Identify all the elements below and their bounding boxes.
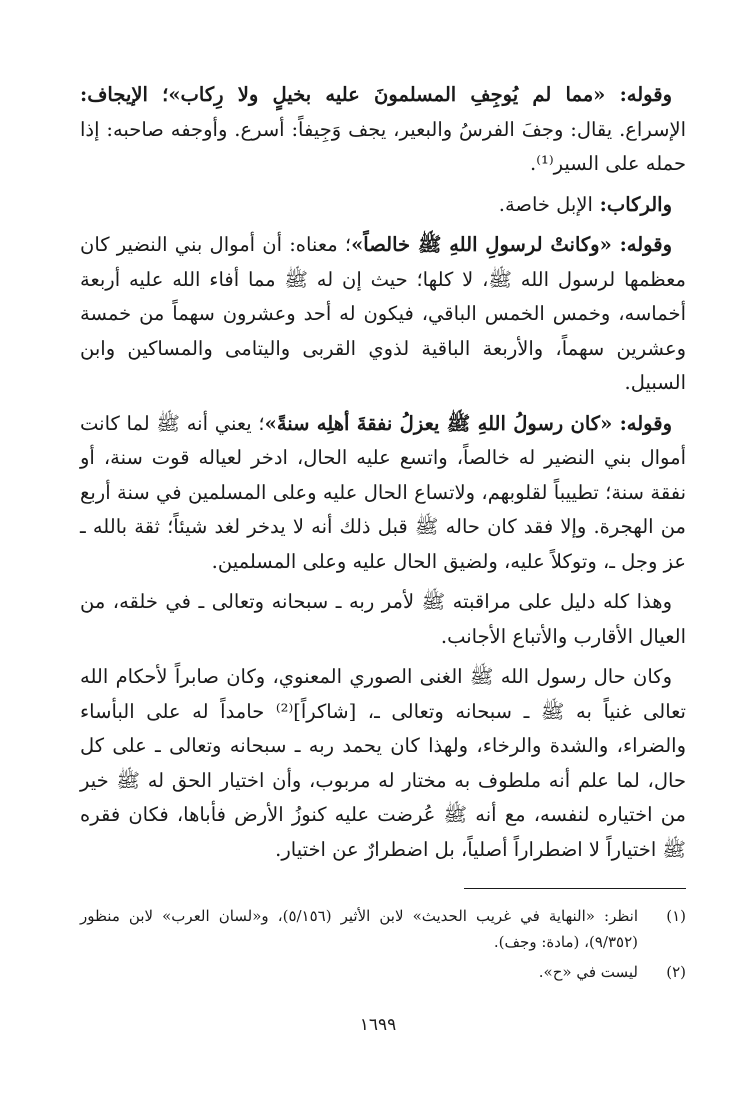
main-text	[80, 78, 686, 867]
paragraph-text: وهذا كله دليل على مراقبته ﷺ لأمر ربه ـ سبحانه وتعالى ـ في خلقه، من العيال الأقارب والأتباع الأجانب.	[80, 590, 686, 648]
paragraph-text: ؛ معناه: أن أموال بني النضير كان معظمها لرسول الله ﷺ، لا كلها؛ حيث إن له ﷺ مما أفاء الله عليه أربعة أخماسه، وخمس الخمس الباقي، فيكون له أحد وعشرون سهماً من خمسة وعشرين سهماً، والأربعة الباقية لذوي القربى واليتامى والمساكين وابن السبيل.	[80, 233, 686, 394]
paragraph-ijaf	[80, 78, 686, 182]
page-number: ١٦٩٩	[359, 1015, 397, 1035]
footnotes	[80, 903, 686, 989]
hadith-quote: «وكانتْ لرسولِ اللهِ ﷺ خالصاً»	[351, 233, 612, 256]
paragraph-text: وكان حال رسول الله ﷺ الغنى الصوري المعنوي، وكان صابراً لأحكام الله تعالى غنياً به ﷺ ـ سبحانه وتعالى ـ، [شاكراً]⁽²⁾ حامداً له على البأساء والضراء، والشدة والرخاء، ولهذا كان يحمد ربه ـ سبحانه وتعالى ـ على كل حال، لما علم أنه ملطوف به مختار له مربوب، وأن اختيار الحق له ﷺ خير من اختياره لنفسه، مع أنه ﷺ عُرضت عليه كنوزُ الأرض فأباها، فكان فقره ﷺ اختياراً لا اضطراراً أصلياً، بل اضطرارٌ عن اختيار.	[80, 665, 686, 861]
hadith-quote: «كان رسولُ اللهِ ﷺ يعزلُ نفقةَ أهلِه سنةً»	[264, 411, 613, 435]
paragraph-nafaqa	[80, 407, 686, 580]
footnote-number: (١)	[666, 907, 686, 925]
footnote-number: (٢)	[666, 963, 686, 981]
paragraph-muraqaba	[80, 585, 686, 654]
paragraph-label: وقوله:	[612, 411, 672, 435]
paragraph-label: والركاب:	[592, 192, 672, 216]
paragraph-text: الإسراع. يقال: وجفَ الفرسُ والبعير، يجف وَجِيفاً: أسرع. وأوجفه صاحبه: إذا حمله على السير⁽¹⁾.	[80, 117, 686, 175]
paragraph-rikab	[80, 188, 686, 223]
paragraph-khalisan	[80, 228, 686, 401]
footnote-1	[80, 903, 686, 955]
paragraph-text: ؛ يعني أنه ﷺ لما كانت أموال بني النضير له خالصاً، واتسع عليه الحال، ادخر لعياله قوت سنة، أو نفقة سنة؛ تطييباً لقلوبهم، ولاتساع الحال عليه وعلى المسلمين في سنة أربع من الهجرة. وإلا فقد كان حاله ﷺ قبل ذلك أنه لا يدخر لغد شيئاً؛ ثقة بالله ـ عز وجل ـ، وتوكلاً عليه، ولضيق الحال عليه وعلى المسلمين.	[80, 411, 686, 573]
paragraph-label: وقوله:	[611, 233, 672, 256]
paragraph-label: وقوله:	[605, 83, 672, 106]
hadith-quote: «مما لم يُوجِفِ المسلمونَ عليه بخيلٍ ولا رِكاب»؛ الإيجاف:	[80, 83, 606, 106]
footnote-text: ليست في «ح».	[538, 963, 638, 981]
paragraph-text: الإبل خاصة.	[498, 192, 593, 216]
footnote-separator	[464, 888, 686, 889]
footnote-text: انظر: «النهاية في غريب الحديث» لابن الأثير (٥/١٥٦)، و«لسان العرب» لابن منظور (٩/٣٥٢)، (مادة: وجف).	[80, 907, 638, 951]
footnote-2	[80, 959, 686, 985]
paragraph-ghina	[80, 660, 686, 867]
